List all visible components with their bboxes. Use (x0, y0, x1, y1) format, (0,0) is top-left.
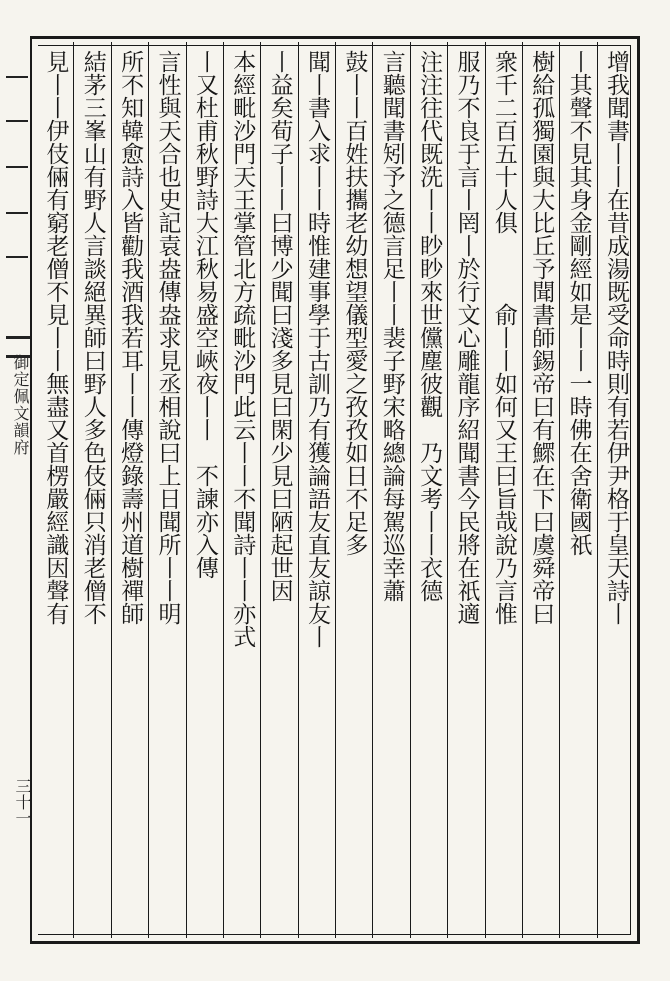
text-column: 本經毗沙門天王掌管北方疏毗沙門此云丨丨不聞詩丨丨亦式 (223, 42, 260, 938)
margin-rule (6, 166, 28, 168)
margin-rule (6, 256, 28, 258)
text-column: 丨其聲不見其身金剛經如是丨丨一時佛在舍衛國祇 (559, 42, 596, 938)
text-column: 結茅三峯山有野人言談絕異師曰野人多色伎倆只消老僧不 (73, 42, 110, 938)
left-margin (0, 36, 34, 944)
text-column: 鼓丨丨百姓扶攜老幼想望儀型愛之孜孜如日不足多 (335, 42, 372, 938)
text-column: 增我聞書丨丨在昔成湯既受命時則有若伊尹格于皇天詩丨 (597, 42, 634, 938)
margin-rule (6, 212, 28, 214)
text-column: 樹給孤獨園與大比丘予聞書師錫帝曰有鰥在下曰虞舜帝曰 (522, 42, 559, 938)
text-column: 丨益矣荀子丨丨曰博少聞曰淺多見曰閑少見曰陋起世因 (260, 42, 297, 938)
text-column: 聞丨書入求丨丨時惟建事學于古訓乃有獲論語友直友諒友丨 (298, 42, 335, 938)
text-column: 見丨丨伊伎倆有窮老僧不見丨丨無盡又首楞嚴經識因聲有 (42, 50, 69, 625)
margin-book-title: 御定佩文韻府 (11, 354, 30, 456)
text-column: 注注往代既洗丨丨眇眇來世儻塵彼觀 乃文考丨丨衣德 (410, 42, 447, 938)
text-column: 服乃不良于言丨罔丨於行文心雕龍序紹聞書今民將在祇適 (447, 42, 484, 938)
text-column: 言性與天合也史記袁盎傳盎求見丞相說曰上日聞所丨丨明 (148, 42, 185, 938)
text-columns (36, 42, 634, 938)
margin-page-number: 三十一 (13, 778, 32, 826)
text-column: 衆千二百五十人俱 俞丨丨如何又王曰旨哉說乃言惟 (485, 42, 522, 938)
margin-rule (6, 120, 28, 122)
text-column: 言聽聞書矧予之德言足丨丨裴子野宋略總論每駕巡幸蕭 (372, 42, 409, 938)
text-column: 丨又杜甫秋野詩大江秋易盛空峽夜丨丨 不諫亦入傳 (186, 42, 223, 938)
margin-rule (6, 76, 28, 78)
text-column: 所不知韓愈詩入皆勸我酒我若耳丨丨傳燈錄壽州道樹禪師 (111, 42, 148, 938)
